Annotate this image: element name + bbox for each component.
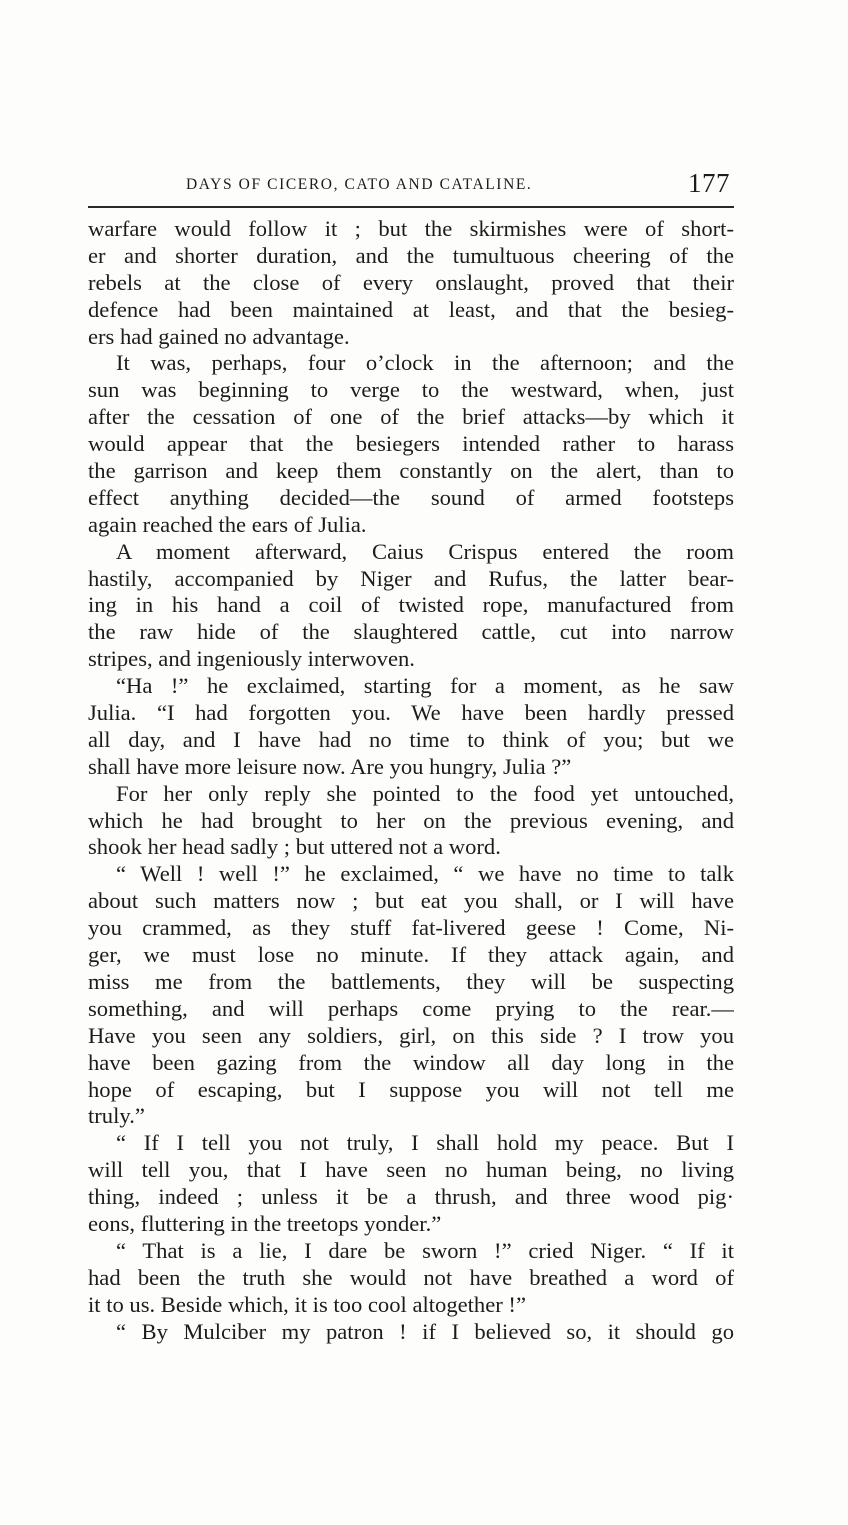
text-line: stripes, and ingeniously interwoven. xyxy=(88,646,415,672)
running-head xyxy=(88,166,734,206)
text-line: hastily, accompanied by Niger and Rufus, the latter bear- xyxy=(88,565,734,591)
text-line: truly.” xyxy=(88,1103,145,1129)
text-line: all day, and I have had no time to think of you; but we xyxy=(88,726,734,752)
text-line: miss me from the battlements, they will be suspecting xyxy=(88,968,734,994)
text-line: It was, perhaps, four o’clock in the afternoon; and the xyxy=(116,350,734,376)
text-line: “ By Mulciber my patron ! if I believed so, it should go xyxy=(116,1318,734,1344)
text-line: the garrison and keep them constantly on the alert, than to xyxy=(88,458,734,484)
text-line: ers had gained no advantage. xyxy=(88,323,350,349)
text-line: eons, fluttering in the treetops yonder.” xyxy=(88,1210,442,1236)
text-line: “ If I tell you not truly, I shall hold my peace. But I xyxy=(116,1130,734,1156)
text-line: Have you seen any soldiers, girl, on this side ? I trow you xyxy=(88,1022,734,1048)
running-title: DAYS OF CICERO, CATO AND CATALINE. xyxy=(186,176,533,193)
text-line: had been the truth she would not have breathed a word of xyxy=(88,1264,734,1290)
text-line: the raw hide of the slaughtered cattle, cut into narrow xyxy=(88,619,734,645)
text-line: again reached the ears of Julia. xyxy=(88,511,367,537)
text-line: which he had brought to her on the previous evening, and xyxy=(88,807,734,833)
text-line: ing in his hand a coil of twisted rope, manufactured from xyxy=(88,592,734,618)
page-number: 177 xyxy=(688,168,730,198)
body-text xyxy=(88,216,734,1345)
text-line: warfare would follow it ; but the skirmishes were of short- xyxy=(88,216,734,241)
text-line: after the cessation of one of the brief attacks—by which it xyxy=(88,404,734,430)
text-line: A moment afterward, Caius Crispus entered the room xyxy=(116,538,734,564)
header-rule xyxy=(88,206,734,208)
text-line: about such matters now ; but eat you shall, or I will have xyxy=(88,888,734,914)
text-line: will tell you, that I have seen no human being, no living xyxy=(88,1157,734,1183)
text-line: hope of escaping, but I suppose you will not tell me xyxy=(88,1076,734,1102)
text-line: shook her head sadly ; but uttered not a word. xyxy=(88,834,501,860)
text-line: something, and will perhaps come prying to the rear.— xyxy=(88,995,734,1021)
text-line: effect anything decided—the sound of armed footsteps xyxy=(88,484,734,510)
text-line: er and shorter duration, and the tumultuous cheering of the xyxy=(88,242,734,268)
text-line: have been gazing from the window all day long in the xyxy=(88,1049,734,1075)
text-line: Julia. “I had forgotten you. We have been hardly pressed xyxy=(88,700,734,726)
text-line: thing, indeed ; unless it be a thrush, and three wood pig· xyxy=(88,1184,734,1210)
text-line: shall have more leisure now. Are you hungry, Julia ?” xyxy=(88,753,572,779)
text-line: “Ha !” he exclaimed, starting for a moment, as he saw xyxy=(116,673,734,699)
text-line: For her only reply she pointed to the food yet untouched, xyxy=(116,780,734,806)
text-line: “ Well ! well !” he exclaimed, “ we have no time to talk xyxy=(116,861,734,887)
text-line: it to us. Beside which, it is too cool altogether !” xyxy=(88,1291,526,1317)
text-line: would appear that the besiegers intended rather to harass xyxy=(88,431,734,457)
text-line: ger, we must lose no minute. If they attack again, and xyxy=(88,942,734,968)
text-line: rebels at the close of every onslaught, proved that their xyxy=(88,269,734,295)
text-line: defence had been maintained at least, and that the besieg- xyxy=(88,296,734,322)
text-line: “ That is a lie, I dare be sworn !” cried Niger. “ If it xyxy=(116,1237,734,1263)
text-line: sun was beginning to verge to the westward, when, just xyxy=(88,377,734,403)
text-line: you crammed, as they stuff fat-livered geese ! Come, Ni- xyxy=(88,915,734,941)
